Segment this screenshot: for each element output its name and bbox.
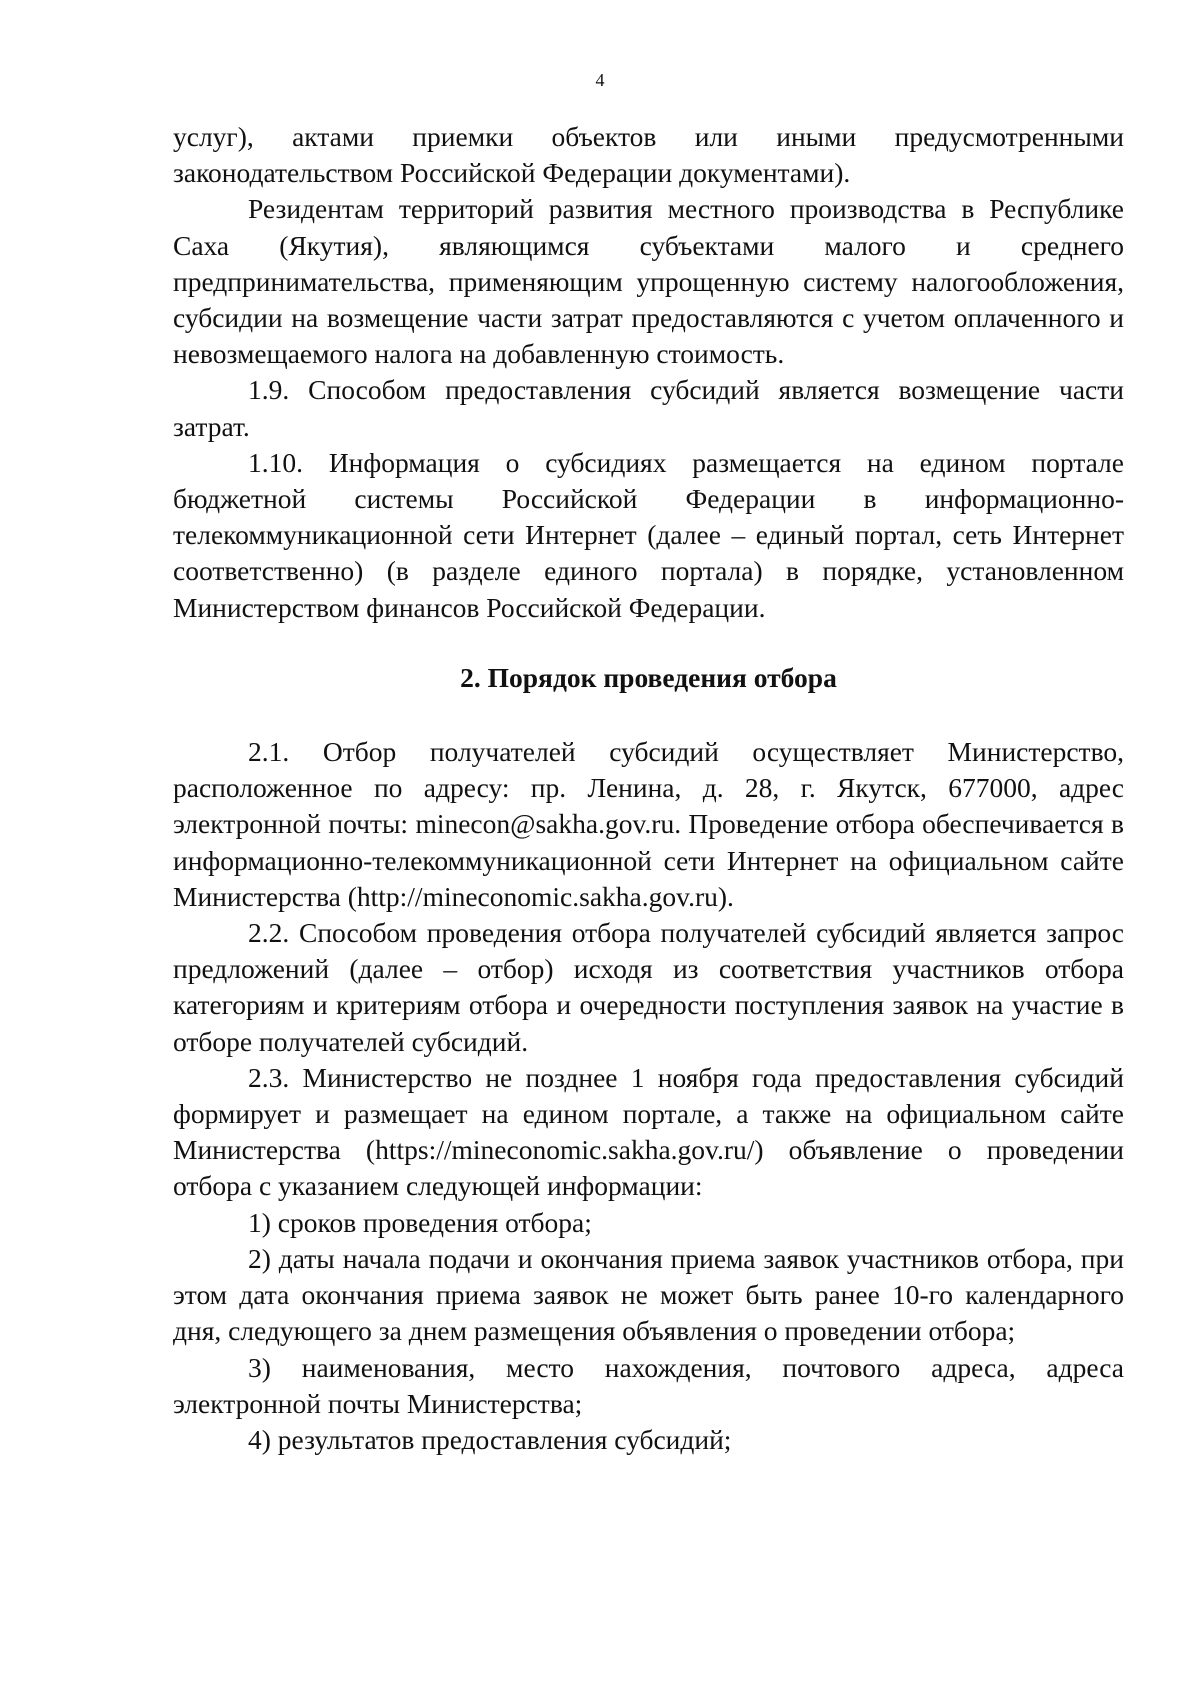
paragraph-1-10: 1.10. Информация о субсидиях размещается на едином портале бюджетной системы Российской Федерации в информационно-телекоммуникационной сети Интернет (далее – единый портал, сеть Интернет соответственно) (в разделе единого портала) в порядке, установленном Министерством финансов Российской Федерации.	[173, 446, 1124, 623]
paragraph-2-1: 2.1. Отбор получателей субсидий осуществляет Министерство, расположенное по адресу: пр. Ленина, д. 28, г. Якутск, 677000, адрес электронной почты: minecon@sakha.gov.ru. Проведение отбора обеспечивается в информационно-телекоммуникационной сети Интернет на официальном сайте Министерства (http://mineconomic.sakha.gov.ru).	[173, 736, 1124, 912]
paragraph-residents-vat: Резидентам территорий развития местного производства в Республике Саха (Якутия), являющимся субъектами малого и среднего предпринимательства, применяющим упрощенную систему налогообложения, субсидии на возмещение части затрат предоставляются с учетом оплаченного и невозмещаемого налога на добавленную стоимость.	[173, 193, 1124, 370]
list-item-4: 4) результатов предоставления субсидий;	[248, 1423, 732, 1455]
section-heading: 2. Порядок проведения отбора	[460, 661, 837, 693]
document-body	[173, 119, 1124, 1458]
list-item-2: 2) даты начала подачи и окончания приема заявок участников отбора, при этом дата окончания приема заявок не может быть ранее 10-го календарного дня, следующего за днем размещения объявления о проведении отбора;	[173, 1242, 1124, 1347]
list-item-3: 3) наименования, место нахождения, почтового адреса, адреса электронной почты Министерства;	[173, 1351, 1124, 1419]
paragraph-2-2: 2.2. Способом проведения отбора получателей субсидий является запрос предложений (далее – отбор) исходя из соответствия участников отбора категориям и критериям отбора и очередности поступления заявок на участие в отборе получателей субсидий.	[173, 917, 1124, 1057]
list-item-1: 1) сроков проведения отбора;	[248, 1206, 592, 1238]
page-number: 4	[595, 70, 605, 90]
paragraph-1-9: 1.9. Способом предоставления субсидий является возмещение части затрат.	[173, 374, 1124, 442]
paragraph-2-3: 2.3. Министерство не позднее 1 ноября года предоставления субсидий формирует и размещает на едином портале, а также на официальном сайте Министерства (https://mineconomic.sakha.gov.ru/) объявление о проведении отбора с указанием следующей информации:	[173, 1061, 1124, 1202]
paragraph-services-tail: услуг), актами приемки объектов или иными предусмотренными законодательством Российской Федерации документами).	[173, 121, 1124, 189]
